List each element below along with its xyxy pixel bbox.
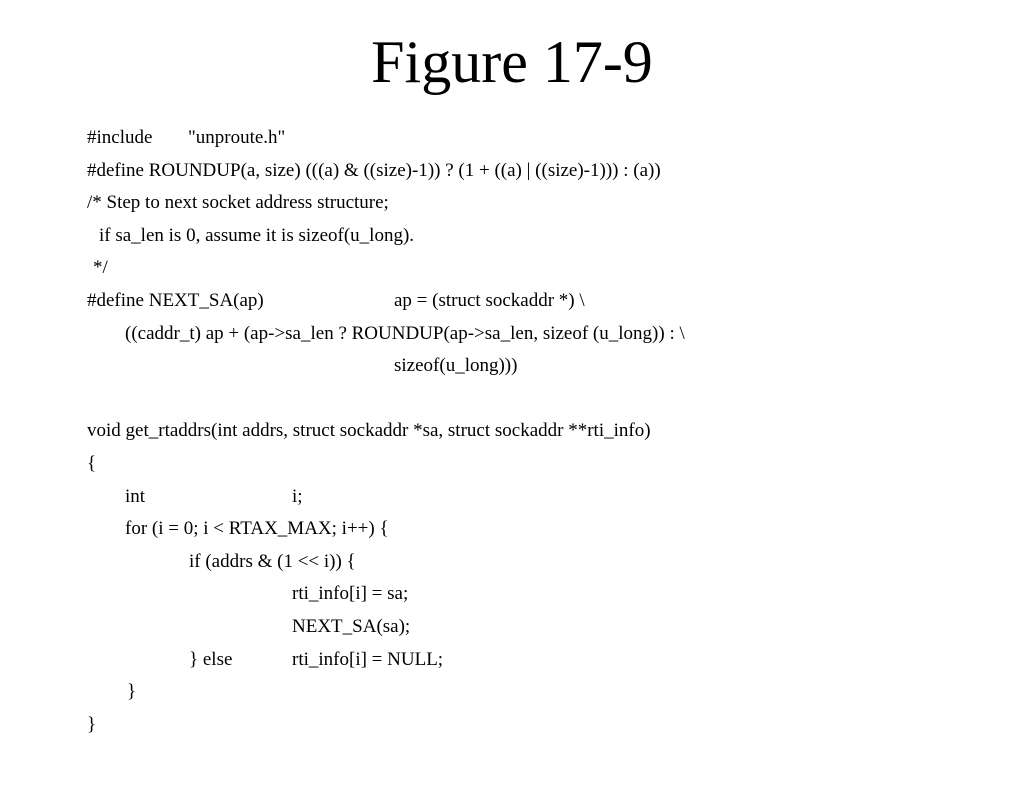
code-text: ap = (struct sockaddr *) \ [394,289,585,311]
code-line [87,122,1007,155]
slide-title: Figure 17-9 [371,29,653,95]
code-text: i; [292,485,303,507]
code-text: } [127,681,137,703]
code-line [87,350,1007,383]
code-line [87,611,1007,644]
code-text: if (addrs & (1 << i)) { [189,550,356,572]
code-line [87,318,1007,351]
code-line [87,709,1007,742]
code-text: for (i = 0; i < RTAX_MAX; i++) { [125,518,389,540]
code-line [87,220,1007,253]
code-line [87,546,1007,579]
code-line [87,285,1007,318]
code-line [87,676,1007,709]
code-line [87,513,1007,546]
code-text: */ [93,257,108,279]
code-line [87,448,1007,481]
code-line [87,481,1007,514]
code-line [87,187,1007,220]
code-line [87,252,1007,285]
code-line [87,415,1007,448]
code-text: /* Step to next socket address structure; [87,192,389,214]
code-text: void get_rtaddrs(int addrs, struct sockaddr *sa, struct sockaddr **rti_info) [87,420,651,442]
code-text: rti_info[i] = sa; [292,583,409,605]
code-line [87,578,1007,611]
code-text: ((caddr_t) ap + (ap->sa_len ? ROUNDUP(ap->sa_len, sizeof (u_long)) : \ [125,322,685,344]
code-text: #define ROUNDUP(a, size) (((a) & ((size)-1)) ? (1 + ((a) | ((size)-1))) : (a)) [87,159,661,181]
code-listing [87,122,1007,741]
code-text: int [125,485,146,507]
code-text: } else [189,648,233,670]
code-line-blank [87,383,1007,416]
code-text: NEXT_SA(sa); [292,615,411,637]
code-text: if sa_len is 0, assume it is sizeof(u_long). [99,224,415,246]
code-text: { [87,452,97,474]
code-text: rti_info[i] = NULL; [292,648,444,670]
code-line [87,155,1007,188]
code-text: sizeof(u_long))) [394,355,518,377]
code-text: #define NEXT_SA(ap) [87,289,264,311]
code-text: } [87,713,97,735]
code-text: "unproute.h" [188,127,286,148]
code-text: #include [87,127,153,148]
code-line [87,644,1007,677]
